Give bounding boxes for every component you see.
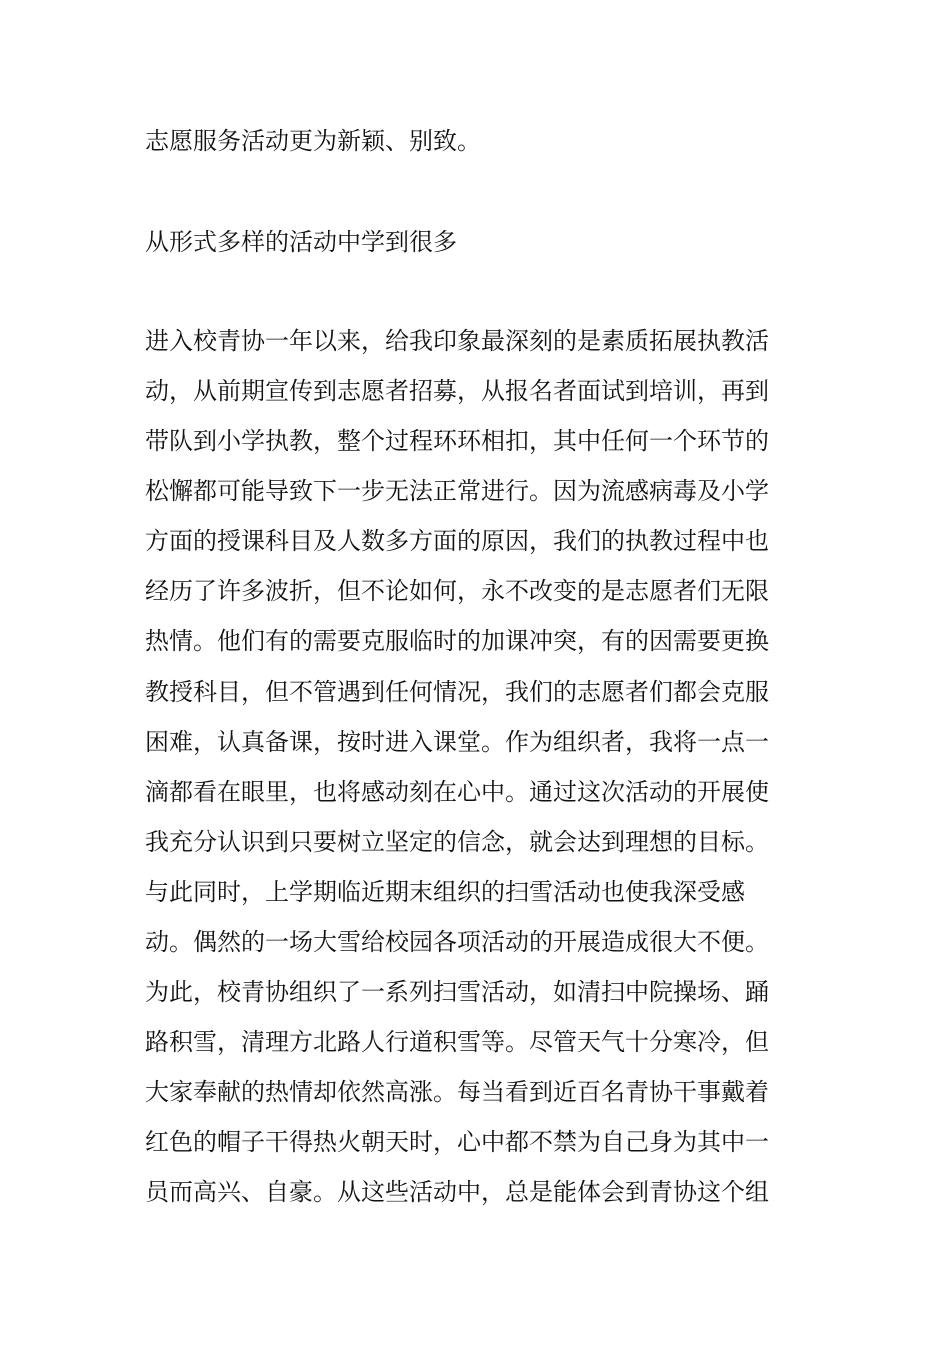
paragraph-line: 我充分认识到只要树立坚定的信念，就会达到理想的目标。 (145, 828, 769, 856)
paragraph-line: 热情。他们有的需要克服临时的加课冲突，有的因需要更换 (145, 627, 769, 655)
paragraph-line: 困难，认真备课，按时进入课堂。作为组织者，我将一点一 (145, 728, 769, 756)
paragraph-line: 教授科目，但不管遇到任何情况，我们的志愿者们都会克服 (145, 678, 769, 706)
paragraph-line: 为此，校青协组织了一系列扫雪活动，如清扫中院操场、踊 (145, 978, 769, 1006)
paragraph-line: 大家奉献的热情却依然高涨。每当看到近百名青协干事戴着 (145, 1078, 769, 1106)
paragraph-line: 带队到小学执教，整个过程环环相扣，其中任何一个环节的 (145, 427, 769, 455)
paragraph-line: 方面的授课科目及人数多方面的原因，我们的执教过程中也 (145, 527, 769, 555)
paragraph-line: 动。偶然的一场大雪给校园各项活动的开展造成很大不便。 (145, 928, 769, 956)
paragraph-line: 进入校青协一年以来，给我印象最深刻的是素质拓展执教活 (145, 327, 769, 355)
paragraph-line: 松懈都可能导致下一步无法正常进行。因为流感病毒及小学 (145, 477, 769, 505)
paragraph-line: 与此同时，上学期临近期末组织的扫雪活动也使我深受感 (145, 878, 745, 906)
paragraph-line: 动，从前期宣传到志愿者招募，从报名者面试到培训，再到 (145, 377, 769, 405)
intro-line: 志愿服务活动更为新颖、别致。 (145, 127, 481, 155)
paragraph-line: 员而高兴、自豪。从这些活动中，总是能体会到青协这个组 (145, 1178, 769, 1206)
paragraph-line: 滴都看在眼里，也将感动刻在心中。通过这次活动的开展使 (145, 778, 769, 806)
section-heading: 从形式多样的活动中学到很多 (145, 228, 457, 256)
paragraph-line: 路积雪，清理方北路人行道积雪等。尽管天气十分寒冷，但 (145, 1028, 769, 1056)
paragraph-line: 红色的帽子干得热火朝天时，心中都不禁为自己身为其中一 (145, 1128, 769, 1156)
paragraph-line: 经历了许多波折，但不论如何，永不改变的是志愿者们无限 (145, 577, 769, 605)
